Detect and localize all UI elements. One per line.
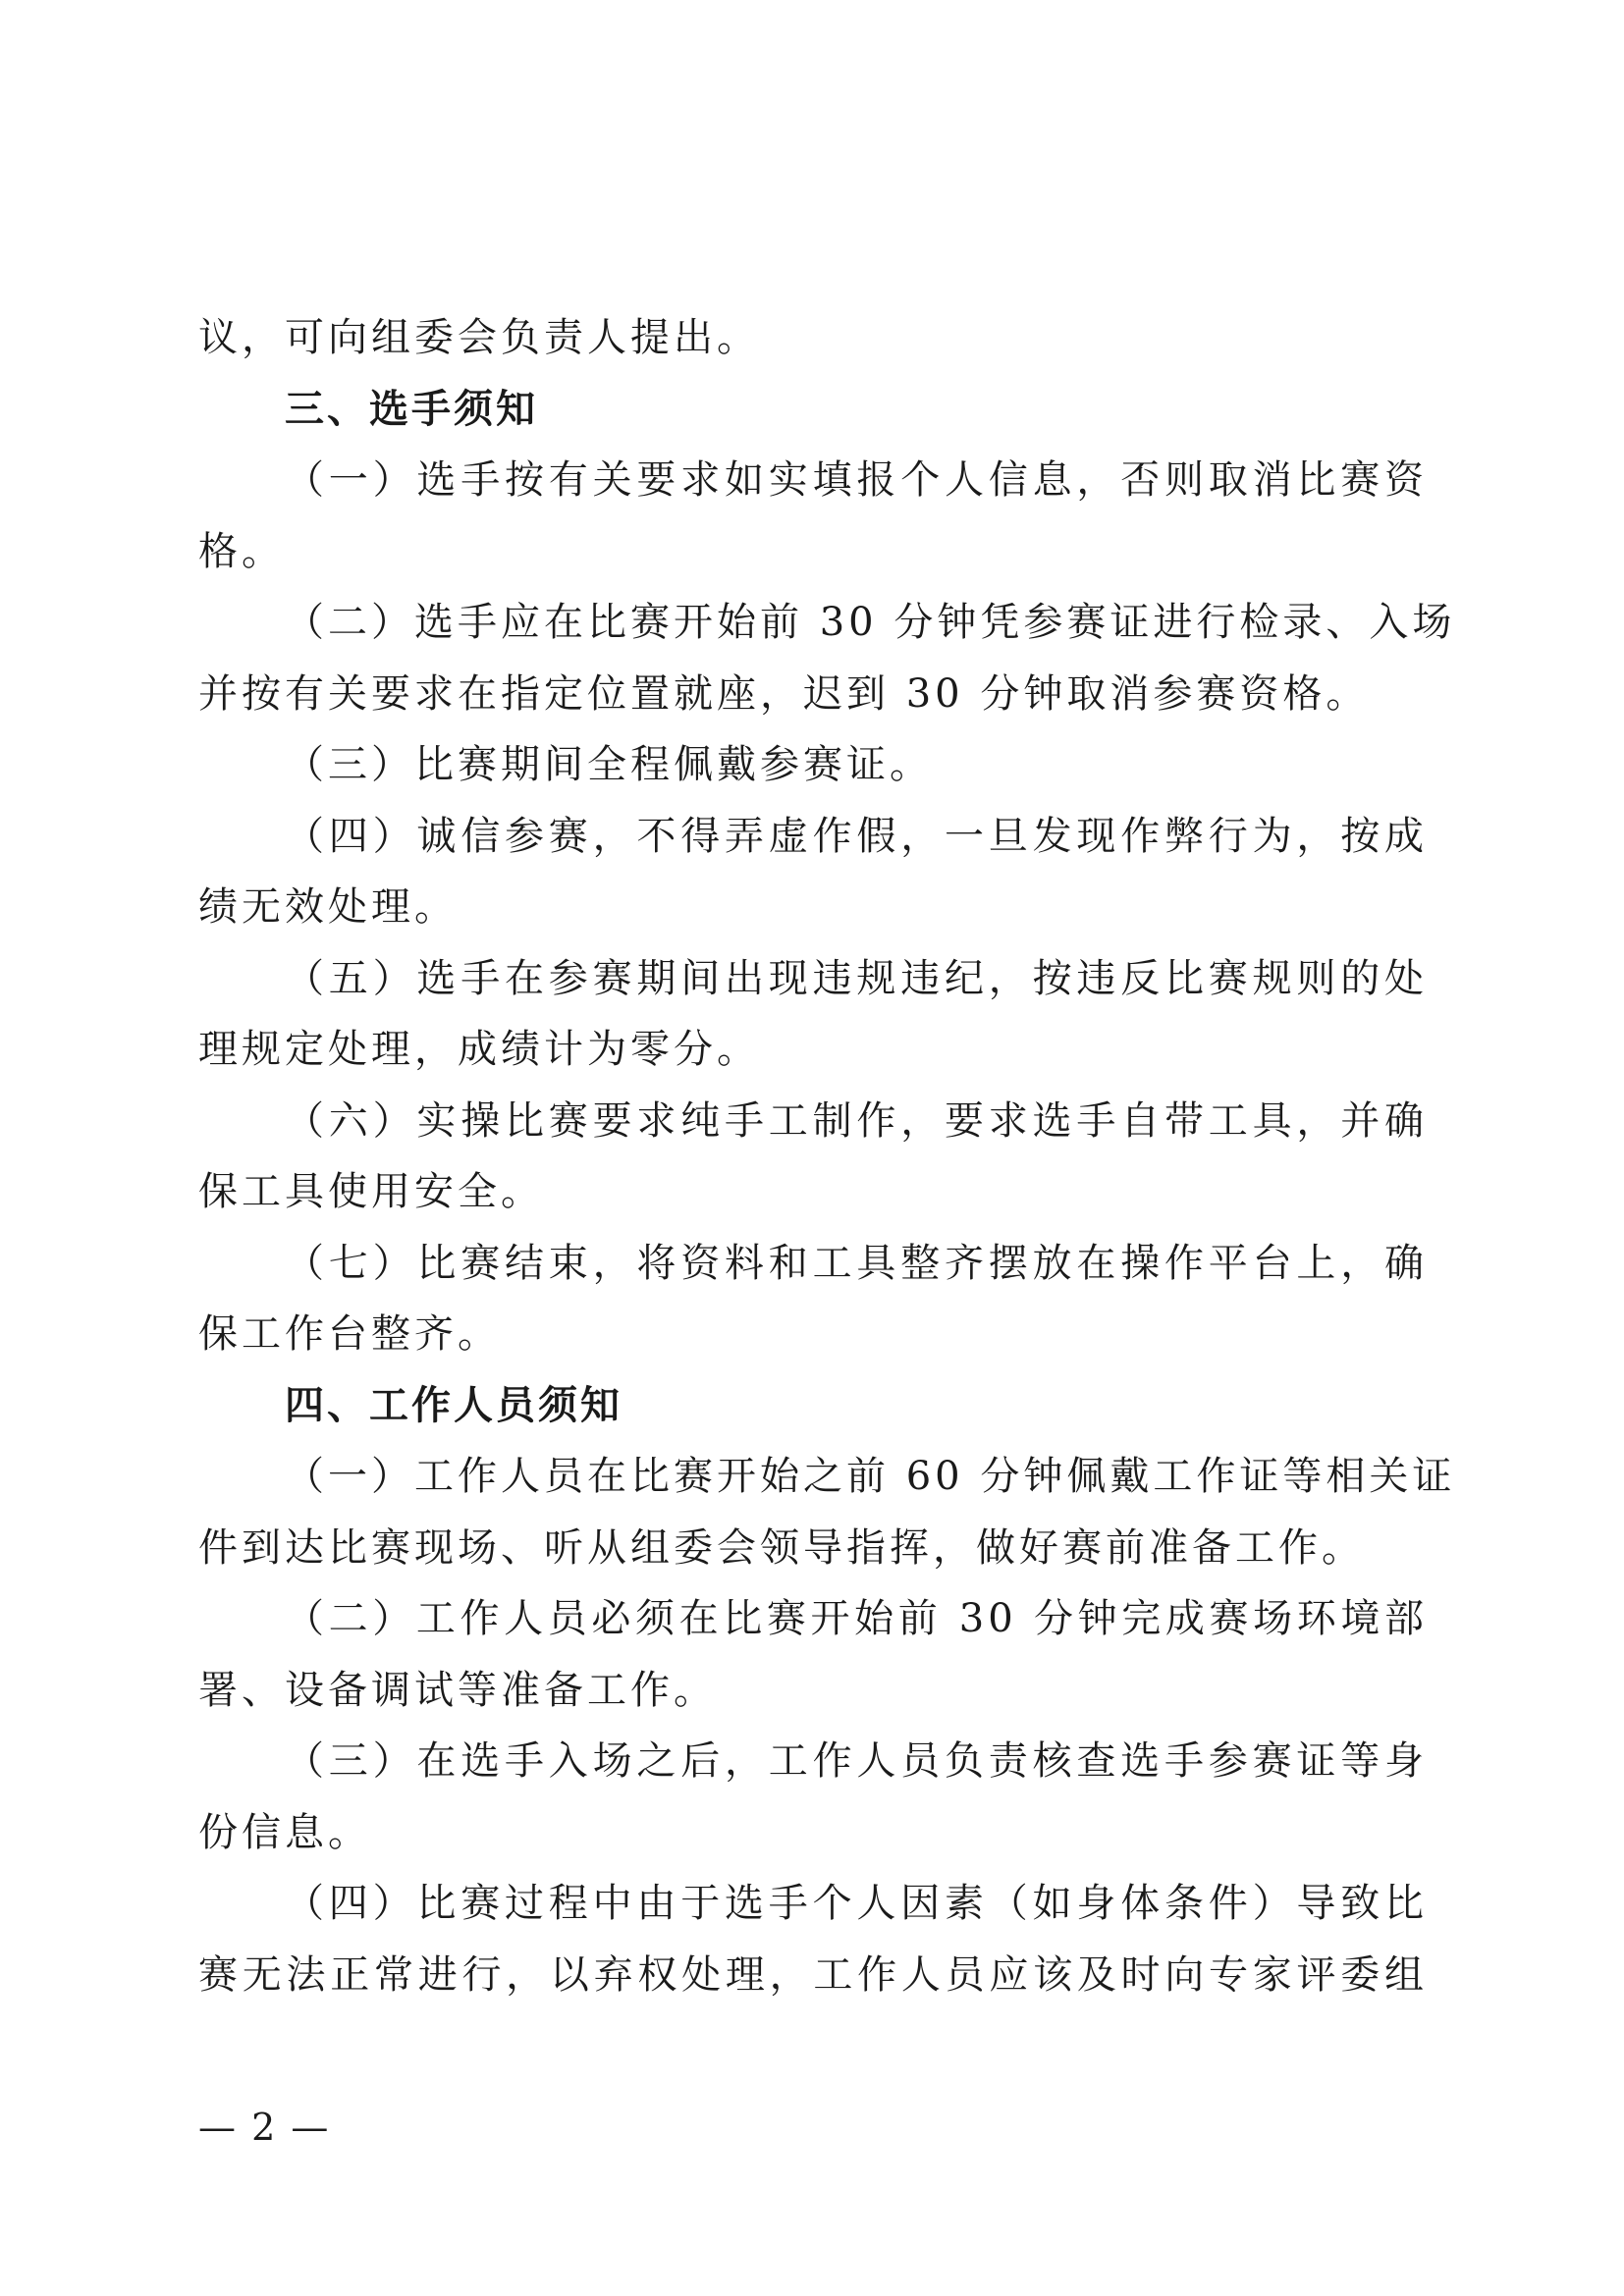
paragraph-line: 格。 [198, 528, 285, 574]
paragraph-line: 赛无法正常进行，以弃权处理，工作人员应该及时向专家评委组 [198, 1951, 1428, 1998]
paragraph-line: 份信息。 [198, 1809, 371, 1855]
paragraph-line: （五）选手在参赛期间出现违规违纪，按违反比赛规则的处 [285, 955, 1428, 1001]
paragraph-line: 署、设备调试等准备工作。 [198, 1667, 717, 1713]
paragraph-line: 保工作台整齐。 [198, 1311, 501, 1357]
paragraph-line: 保工具使用安全。 [198, 1169, 544, 1214]
paragraph-line: 议，可向组委会负责人提出。 [198, 315, 760, 360]
section-heading-staff-notice: 四、工作人员须知 [285, 1382, 623, 1428]
document-body [198, 302, 1456, 2010]
paragraph-line: （三）在选手入场之后，工作人员负责核查选手参赛证等身 [285, 1738, 1428, 1784]
paragraph-line: （四）诚信参赛，不得弄虚作假，一旦发现作弊行为，按成 [285, 813, 1428, 859]
paragraph-line: （三）比赛期间全程佩戴参赛证。 [285, 742, 933, 787]
paragraph-line: （二）工作人员必须在比赛开始前 30 分钟完成赛场环境部 [285, 1596, 1428, 1641]
paragraph-line: （一）工作人员在比赛开始之前 60 分钟佩戴工作证等相关证 [285, 1454, 1456, 1499]
page-number: — 2 — [198, 2106, 331, 2149]
paragraph-line: （一）选手按有关要求如实填报个人信息，否则取消比赛资 [285, 457, 1428, 503]
paragraph-line: 并按有关要求在指定位置就座，迟到 30 分钟取消参赛资格。 [198, 670, 1370, 717]
paragraph-line: （四）比赛过程中由于选手个人因素（如身体条件）导致比 [285, 1881, 1428, 1926]
paragraph-line: 件到达比赛现场、听从组委会领导指挥，做好赛前准备工作。 [198, 1524, 1365, 1571]
paragraph-line: （二）选手应在比赛开始前 30 分钟凭参赛证进行检录、入场 [285, 600, 1456, 645]
section-heading-contestant-notice: 三、选手须知 [285, 386, 538, 432]
paragraph-line: （六）实操比赛要求纯手工制作，要求选手自带工具，并确 [285, 1097, 1428, 1144]
paragraph-line: 理规定处理，成绩计为零分。 [198, 1027, 760, 1072]
paragraph-line: 绩无效处理。 [198, 884, 458, 930]
paragraph-line: （七）比赛结束，将资料和工具整齐摆放在操作平台上，确 [285, 1240, 1428, 1286]
